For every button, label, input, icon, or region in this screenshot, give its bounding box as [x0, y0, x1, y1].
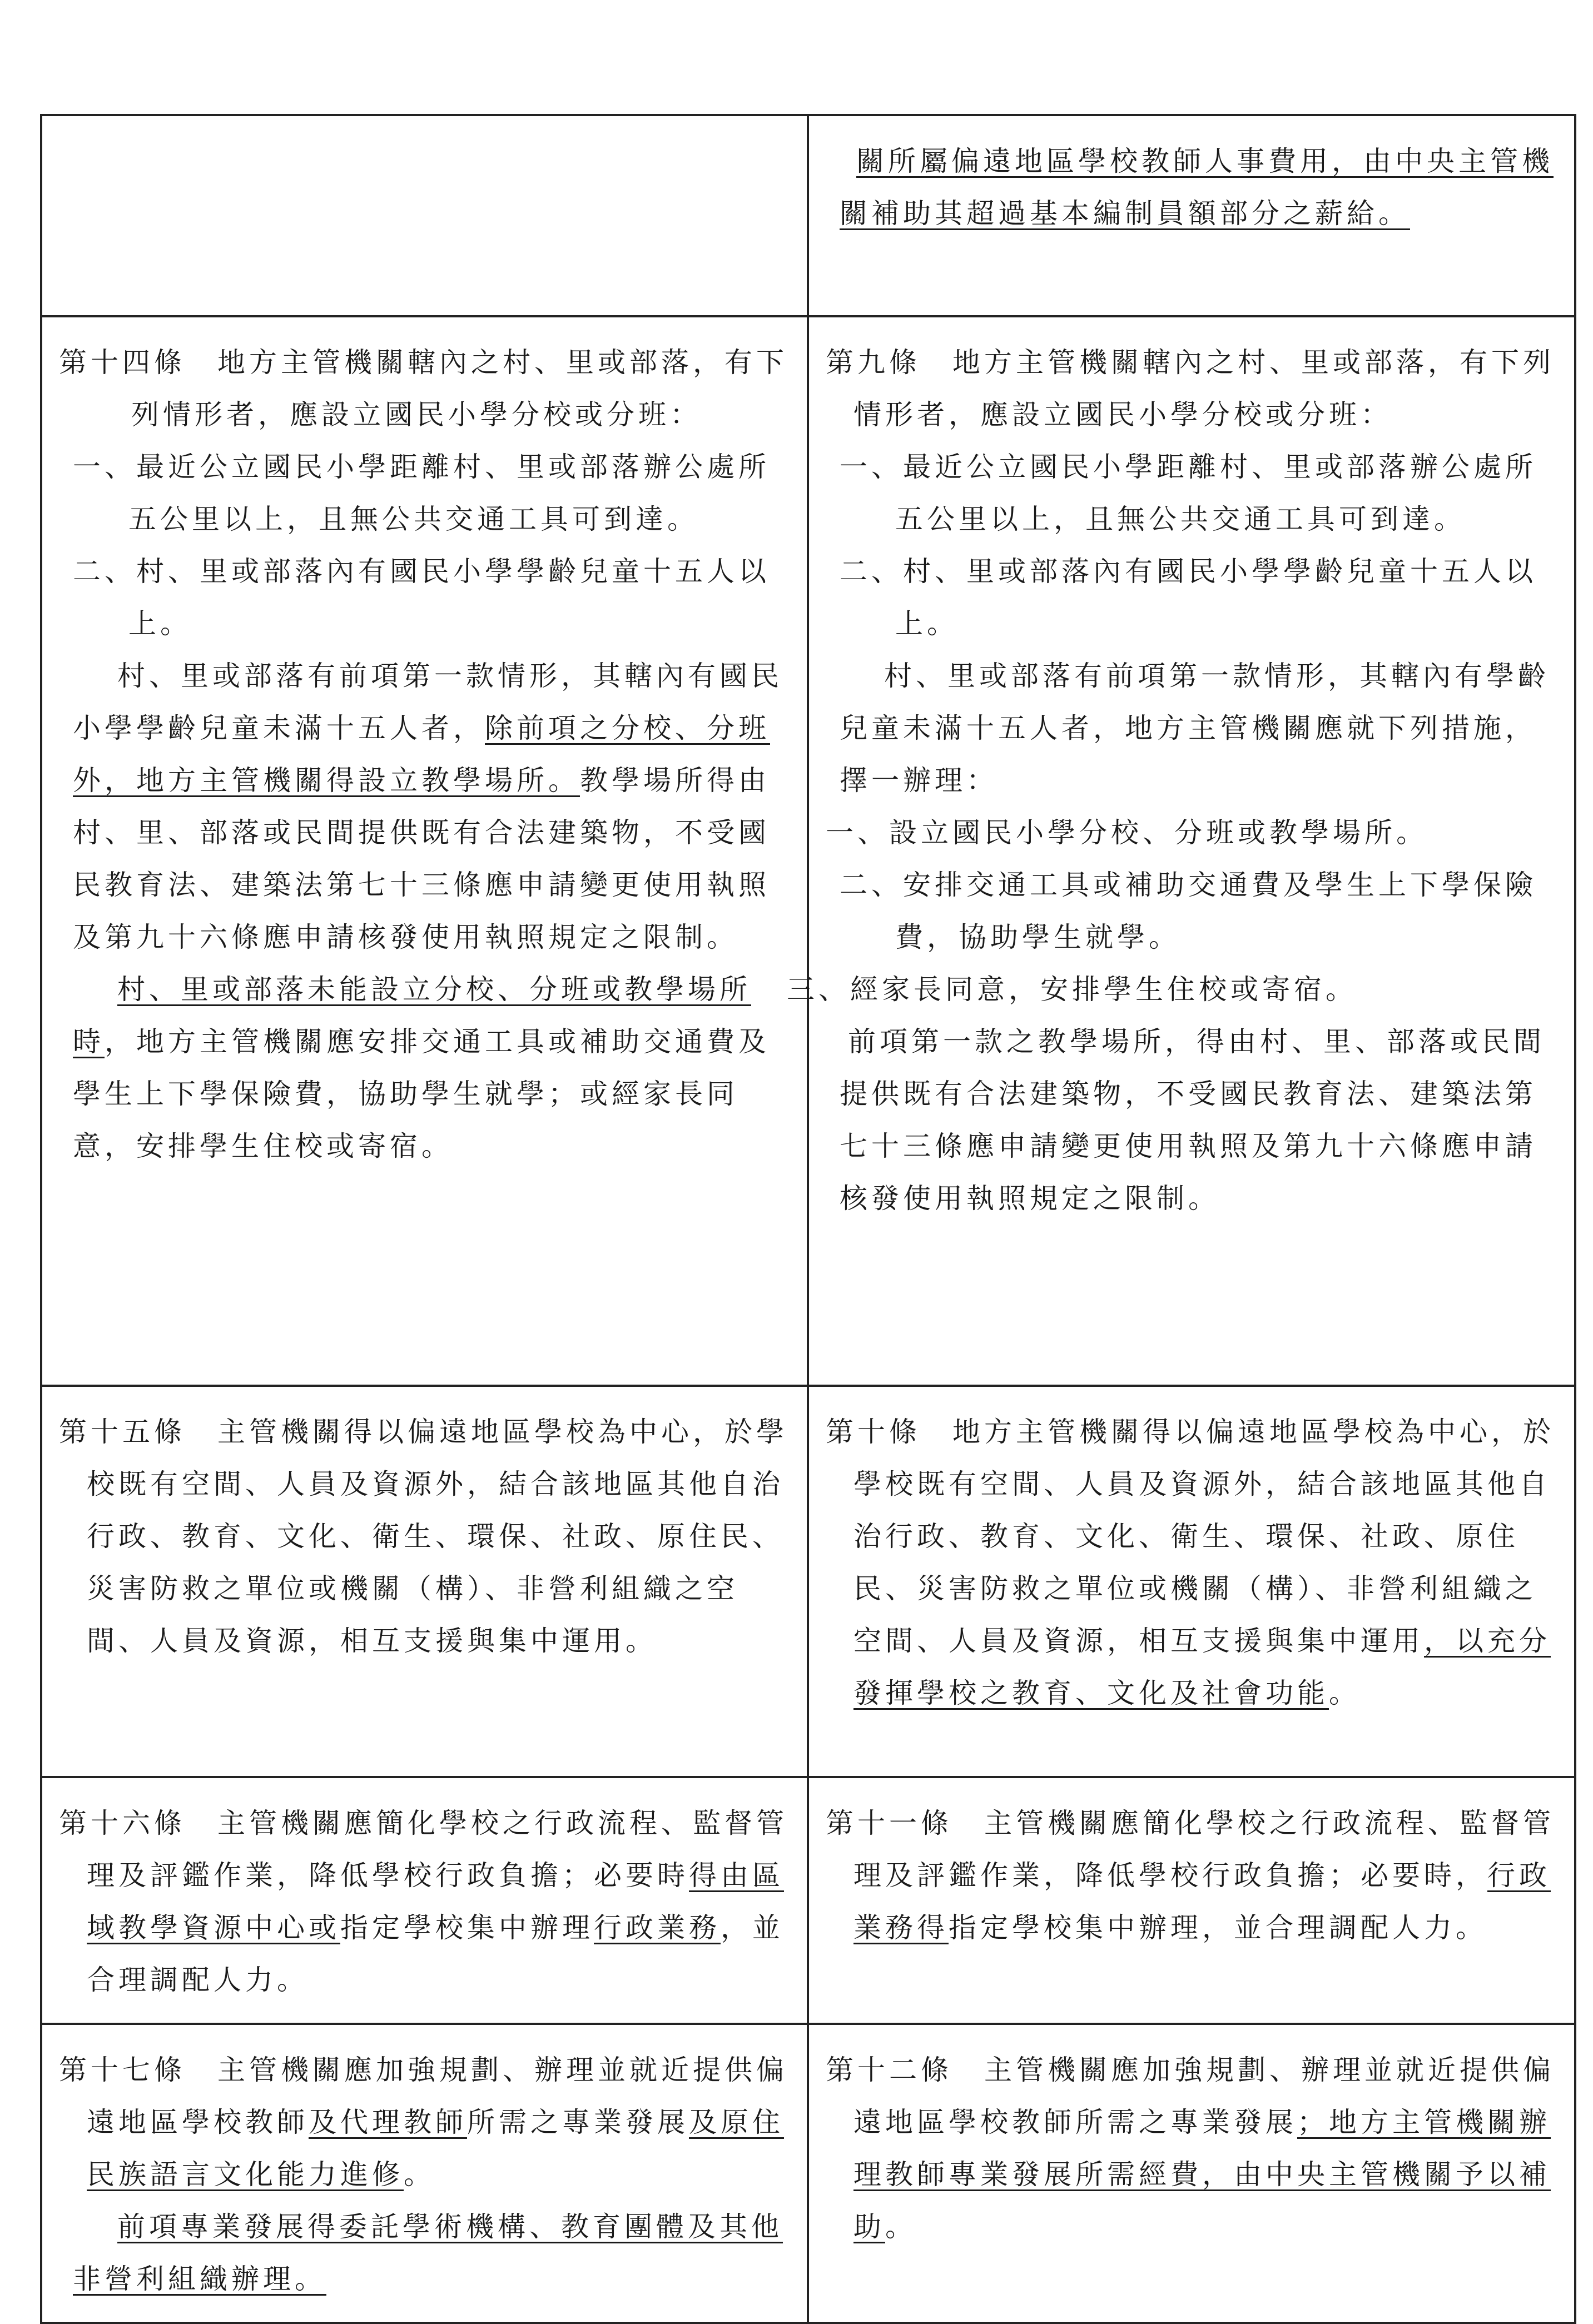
paragraph: [826, 1406, 1559, 1719]
paragraph: [59, 2044, 791, 2201]
paragraph: 村、里或部落有前項第一款情形，其轄內有學齡兒童未滿十五人者，地方主管機關應就下列措施，擇一辦理：: [840, 660, 1550, 797]
table-row: [41, 1386, 1575, 1777]
text-fragment: 所需之專業發展: [467, 2106, 689, 2138]
text-fragment: 第十六條 主管機關應簡化學校之行政流程、監督管理及評鑑作業，降低學校行政負擔；必要時: [59, 1807, 788, 1892]
text-fragment: 得由區域教學資源中心或: [87, 1859, 784, 1944]
text-fragment: ，並合理調配人力。: [87, 1912, 784, 1996]
text-fragment: 及原住民族語言文化能力進修: [87, 2106, 784, 2191]
list-item: 三、經家長同意，安排學生住校或寄宿。: [787, 973, 1357, 1006]
list-item: 一、最近公立國民小學距離村、里或部落辦公處所五公里以上，且無公共交通工具可到達。: [73, 451, 770, 535]
empty-cell: [41, 115, 808, 316]
paragraph: [59, 2201, 791, 2305]
current-article-cell: [787, 316, 1575, 1386]
text-fragment: 指定學校集中辦理，並合理調配人力。: [949, 1912, 1487, 1944]
text-fragment: 除前項之分校、分班外，地方主管機關得設立教學場所。: [73, 712, 770, 797]
current-article-cell: [808, 1386, 1575, 1777]
text-fragment: 村、里或部落未能設立分校、分班或教學場所時: [73, 973, 751, 1058]
paragraph: [826, 135, 1559, 240]
text-fragment: 第十一條 主管機關應簡化學校之行政流程、監督管理及評鑑作業，降低學校行政負擔；必要時，: [826, 1807, 1555, 1892]
paragraph: 前項第一款之教學場所，得由村、里、部落或民間提供既有合法建築物，不受國民教育法、建築法第七十三條應申請變更使用執照及第九十六條應申請核發使用執照規定之限制。: [840, 1026, 1545, 1215]
comparison-table: [40, 114, 1576, 2324]
list-item: 二、安排交通工具或補助交通費及學生上下學保險費，協助學生就學。: [840, 869, 1537, 953]
text-fragment: 行政業務得: [853, 1859, 1551, 1944]
current-article-cell: [808, 115, 1575, 316]
amended-article-cell: [41, 1777, 808, 2024]
table-row: [41, 1777, 1575, 2024]
article-heading: 第九條 地方主管機關轄內之村、里或部落，有下列情形者，應設立國民小學分校或分班：: [826, 346, 1555, 431]
text-fragment: 關所屬偏遠地區學校教師人事費用，由中央主管機關補助其超過基本編制員額部分之薪給。: [840, 145, 1554, 230]
text-fragment: 第十二條 主管機關應加強規劃、辦理並就近提供偏遠地區學校教師所需之專業發展: [826, 2054, 1555, 2138]
text-fragment: 村、里或部落有前項第一款情形，其轄內有國民小學學齡兒童未滿十五人者，: [73, 660, 783, 744]
list-item: 一、最近公立國民小學距離村、里或部落辦公處所五公里以上，且無公共交通工具可到達。: [840, 451, 1537, 535]
paragraph: [59, 963, 791, 1172]
text-fragment: 。: [885, 2211, 917, 2243]
amended-article-cell: [41, 316, 808, 1386]
current-article-cell: [808, 1777, 1575, 2024]
text-fragment: 教學場所得由村、里、部落或民間提供既有合法建築物，不受國民教育法、建築法第七十三條應申請變更使用執照及第九十六條應申請核發使用執照規定之限制。: [73, 764, 770, 953]
text-fragment: ，以充分發揮學校之教育、文化及社會功能: [853, 1625, 1551, 1709]
text-fragment: 前項專業發展得委託學術機構、教育團體及其他非營利組織辦理。: [73, 2211, 783, 2295]
list-item: 一、設立國民小學分校、分班或教學場所。: [826, 817, 1428, 849]
text-fragment: 行政業務: [594, 1912, 721, 1944]
text-fragment: ，地方主管機關應安排交通工具或補助交通費及學生上下學保險費，協助學生就學；或經家長同意，安排學生住校或寄宿。: [73, 1026, 770, 1162]
article-heading: 第十四條 地方主管機關轄內之村、里或部落，有下列情形者，應設立國民小學分校或分班：: [59, 346, 788, 431]
list-item: 二、村、里或部落內有國民小學學齡兒童十五人以上。: [840, 555, 1537, 640]
text-fragment: 。: [1329, 1677, 1361, 1709]
text-fragment: 指定學校集中辦理: [340, 1912, 594, 1944]
table-row: [41, 115, 1575, 316]
paragraph: [59, 650, 791, 963]
table-row: [41, 316, 1575, 1386]
text-fragment: 第十條 地方主管機關得以偏遠地區學校為中心，於學校既有空間、人員及資源外，結合該地區其他自治行政、教育、文化、衛生、環保、社政、原住民、災害防救之單位或機關（構）、非營利組織之空間、人員及資源，相互支援與集中運用: [826, 1416, 1555, 1657]
paragraph: [826, 1797, 1559, 1954]
text-fragment: 第十七條 主管機關應加強規劃、辦理並就近提供偏遠地區學校教師: [59, 2054, 788, 2138]
text-fragment: ；地方主管機關辦理教師專業發展所需經費，由中央主管機關予以補助: [853, 2106, 1551, 2243]
text-fragment: 及代理教師: [309, 2106, 467, 2138]
amended-article-cell: [41, 1386, 808, 1777]
current-article-cell: [808, 2024, 1575, 2323]
table-row: [41, 2024, 1575, 2323]
paragraph: [826, 2044, 1559, 2253]
article-heading: 第十五條 主管機關得以偏遠地區學校為中心，於學校既有空間、人員及資源外，結合該地區其他自治行政、教育、文化、衛生、環保、社政、原住民、災害防救之單位或機關（構）、非營利組織之空間、人員及資源，相互支援與集中運用。: [59, 1416, 788, 1657]
list-item: 二、村、里或部落內有國民小學學齡兒童十五人以上。: [73, 555, 770, 640]
amended-article-cell: [41, 2024, 808, 2323]
paragraph: [59, 1797, 791, 2006]
text-fragment: 。: [404, 2158, 435, 2191]
